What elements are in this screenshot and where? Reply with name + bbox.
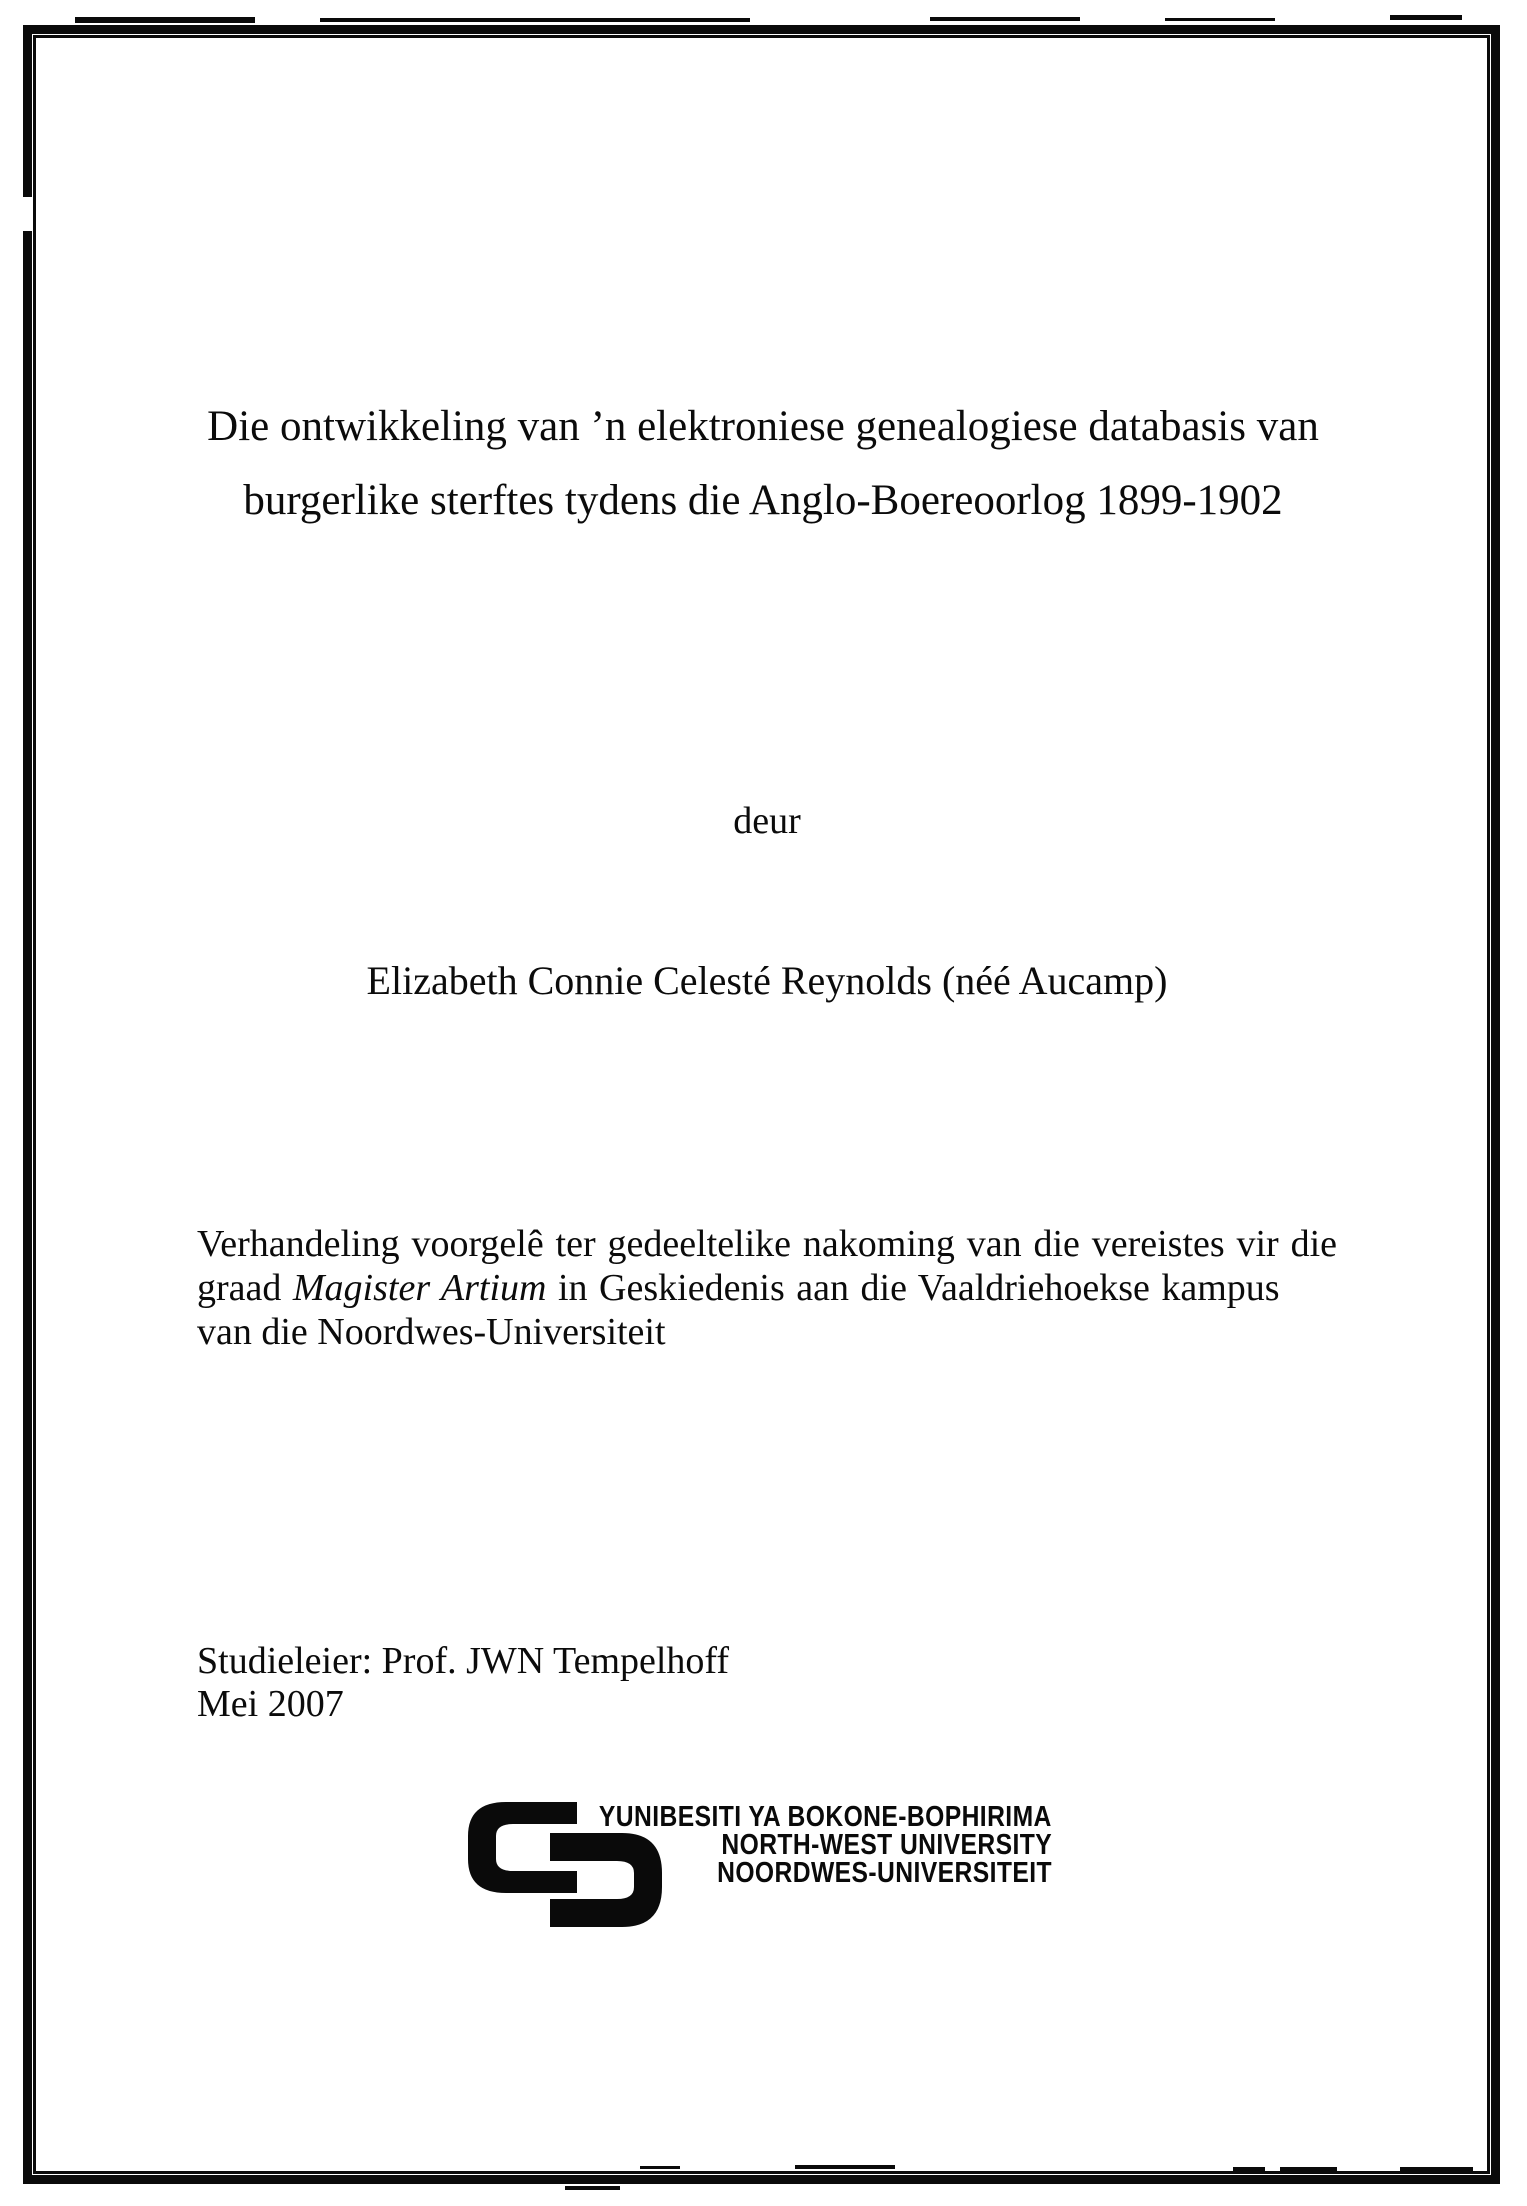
- scan-artifact: [320, 18, 750, 22]
- scan-artifact: [1280, 2167, 1337, 2171]
- thesis-title: [193, 390, 1333, 538]
- statement-line2-suffix: in Geskiedenis aan die Vaaldriehoekse kampus: [546, 1267, 1280, 1309]
- scan-artifact: [1165, 18, 1275, 21]
- scan-artifact: [1233, 2167, 1265, 2171]
- statement-line2: [197, 1266, 1337, 1310]
- nwu-logo-wordmark: [519, 1803, 1052, 1887]
- logo-line-setswana: YUNIBESITI YA BOKONE-BOPHIRIMA: [599, 1801, 1052, 1833]
- statement-line2-prefix: graad: [197, 1267, 293, 1309]
- scan-artifact: [1390, 15, 1462, 20]
- scan-artifact: [1400, 2167, 1473, 2171]
- supervisor-block: [197, 1640, 1097, 1726]
- thesis-title-line1: Die ontwikkeling van ’n elektroniese genealogiese databasis van: [207, 403, 1319, 450]
- scan-artifact: [640, 2166, 680, 2169]
- logo-line-english: NORTH-WEST UNIVERSITY: [721, 1829, 1052, 1861]
- scan-artifact: [565, 2186, 620, 2190]
- scan-artifact: [23, 197, 32, 231]
- byline: deur: [733, 800, 801, 842]
- statement-line1: Verhandeling voorgelê ter gedeeltelike nakoming van die vereistes vir die: [197, 1223, 1337, 1265]
- author-name: Elizabeth Connie Celesté Reynolds (néé Aucamp): [366, 958, 1168, 1003]
- logo-line-afrikaans: NOORDWES-UNIVERSITEIT: [717, 1857, 1052, 1889]
- date-line: Mei 2007: [197, 1683, 344, 1725]
- submission-statement: [197, 1222, 1337, 1354]
- scan-artifact: [930, 17, 1080, 21]
- scan-artifact: [795, 2165, 895, 2169]
- statement-line3: van die Noordwes-Universiteit: [197, 1311, 666, 1353]
- thesis-title-line2: burgerlike sterftes tydens die Anglo-Boereoorlog 1899-1902: [243, 477, 1283, 524]
- degree-name-italic: Magister Artium: [292, 1267, 547, 1309]
- supervisor-line: Studieleier: Prof. JWN Tempelhoff: [197, 1640, 730, 1682]
- scan-artifact: [75, 17, 255, 23]
